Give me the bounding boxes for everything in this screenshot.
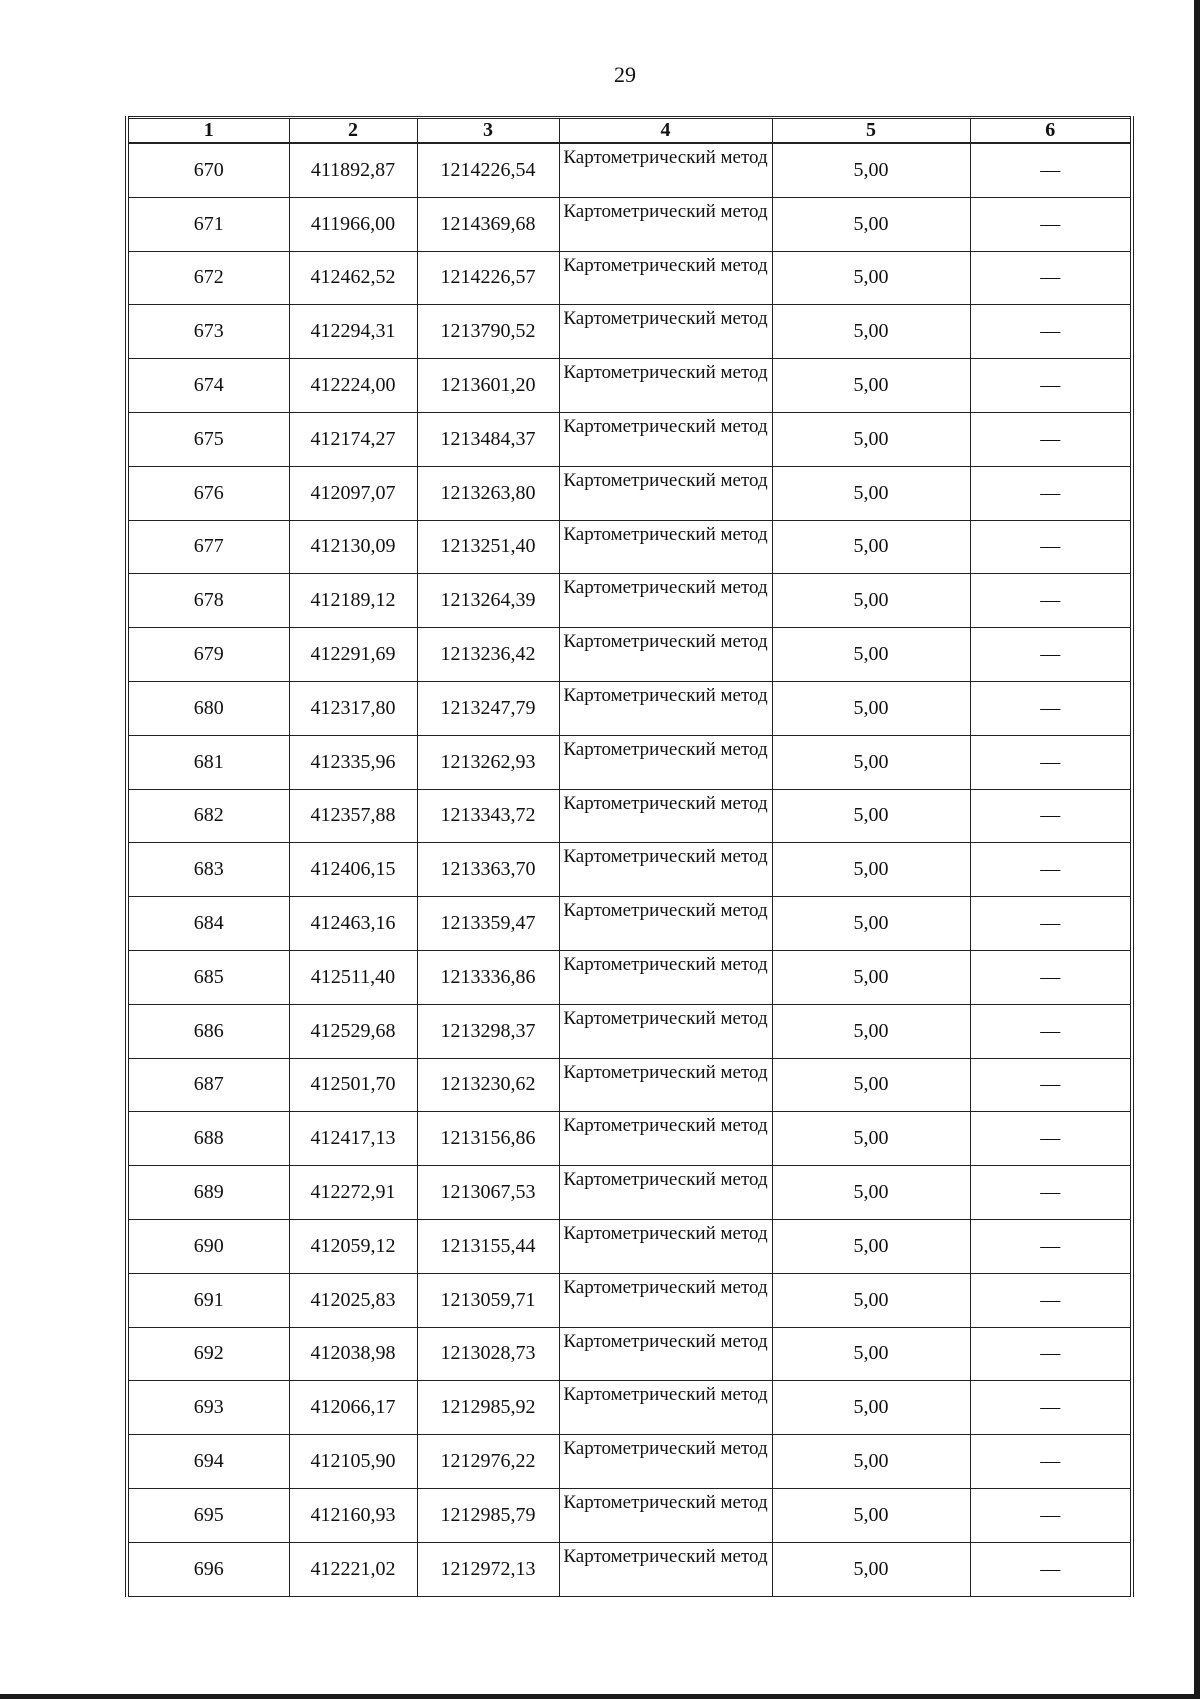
table-row — [127, 1004, 1132, 1058]
note-cell: — — [970, 1327, 1132, 1381]
method-cell: Картометрический метод — [559, 1327, 772, 1381]
note-cell: — — [970, 305, 1132, 359]
table-row — [127, 466, 1132, 520]
accuracy-cell: 5,00 — [772, 574, 970, 628]
accuracy-cell: 5,00 — [772, 1004, 970, 1058]
method-cell: Картометрический метод — [559, 1488, 772, 1542]
y-coordinate-cell: 1213236,42 — [417, 628, 559, 682]
method-cell: Картометрический метод — [559, 466, 772, 520]
note-cell: — — [970, 412, 1132, 466]
y-coordinate-cell: 1213262,93 — [417, 735, 559, 789]
table-row — [127, 251, 1132, 305]
accuracy-cell: 5,00 — [772, 950, 970, 1004]
accuracy-cell: 5,00 — [772, 1058, 970, 1112]
note-cell: — — [970, 1112, 1132, 1166]
accuracy-cell: 5,00 — [772, 1219, 970, 1273]
header-col-3: 3 — [417, 118, 559, 144]
x-coordinate-cell: 412406,15 — [289, 843, 417, 897]
note-cell: — — [970, 1542, 1132, 1596]
note-cell: — — [970, 574, 1132, 628]
method-cell: Картометрический метод — [559, 735, 772, 789]
y-coordinate-cell: 1214369,68 — [417, 197, 559, 251]
x-coordinate-cell: 412291,69 — [289, 628, 417, 682]
y-coordinate-cell: 1214226,57 — [417, 251, 559, 305]
table-row — [127, 735, 1132, 789]
y-coordinate-cell: 1213156,86 — [417, 1112, 559, 1166]
point-number-cell: 675 — [127, 412, 289, 466]
x-coordinate-cell: 412462,52 — [289, 251, 417, 305]
y-coordinate-cell: 1213059,71 — [417, 1273, 559, 1327]
note-cell: — — [970, 143, 1132, 197]
point-number-cell: 690 — [127, 1219, 289, 1273]
x-coordinate-cell: 412357,88 — [289, 789, 417, 843]
accuracy-cell: 5,00 — [772, 359, 970, 413]
accuracy-cell: 5,00 — [772, 1435, 970, 1489]
note-cell: — — [970, 681, 1132, 735]
method-cell: Картометрический метод — [559, 1112, 772, 1166]
accuracy-cell: 5,00 — [772, 1381, 970, 1435]
note-cell: — — [970, 1219, 1132, 1273]
table-row — [127, 1058, 1132, 1112]
accuracy-cell: 5,00 — [772, 843, 970, 897]
table-row — [127, 1112, 1132, 1166]
point-number-cell: 691 — [127, 1273, 289, 1327]
point-number-cell: 678 — [127, 574, 289, 628]
y-coordinate-cell: 1212985,79 — [417, 1488, 559, 1542]
note-cell: — — [970, 1435, 1132, 1489]
method-cell: Картометрический метод — [559, 305, 772, 359]
table-row — [127, 950, 1132, 1004]
method-cell: Картометрический метод — [559, 628, 772, 682]
accuracy-cell: 5,00 — [772, 197, 970, 251]
method-cell: Картометрический метод — [559, 1542, 772, 1596]
accuracy-cell: 5,00 — [772, 305, 970, 359]
x-coordinate-cell: 412130,09 — [289, 520, 417, 574]
y-coordinate-cell: 1214226,54 — [417, 143, 559, 197]
point-number-cell: 684 — [127, 897, 289, 951]
note-cell: — — [970, 628, 1132, 682]
table-row — [127, 1381, 1132, 1435]
note-cell: — — [970, 843, 1132, 897]
method-cell: Картометрический метод — [559, 1381, 772, 1435]
table-row — [127, 789, 1132, 843]
point-number-cell: 688 — [127, 1112, 289, 1166]
table-body — [127, 143, 1132, 1596]
x-coordinate-cell: 412059,12 — [289, 1219, 417, 1273]
point-number-cell: 694 — [127, 1435, 289, 1489]
note-cell: — — [970, 1166, 1132, 1220]
table-row — [127, 359, 1132, 413]
accuracy-cell: 5,00 — [772, 1327, 970, 1381]
note-cell: — — [970, 1488, 1132, 1542]
method-cell: Картометрический метод — [559, 1273, 772, 1327]
method-cell: Картометрический метод — [559, 843, 772, 897]
method-cell: Картометрический метод — [559, 1435, 772, 1489]
method-cell: Картометрический метод — [559, 520, 772, 574]
accuracy-cell: 5,00 — [772, 1488, 970, 1542]
y-coordinate-cell: 1213263,80 — [417, 466, 559, 520]
y-coordinate-cell: 1213067,53 — [417, 1166, 559, 1220]
method-cell: Картометрический метод — [559, 681, 772, 735]
point-number-cell: 674 — [127, 359, 289, 413]
y-coordinate-cell: 1213230,62 — [417, 1058, 559, 1112]
point-number-cell: 683 — [127, 843, 289, 897]
point-number-cell: 677 — [127, 520, 289, 574]
point-number-cell: 689 — [127, 1166, 289, 1220]
table-row — [127, 897, 1132, 951]
point-number-cell: 693 — [127, 1381, 289, 1435]
point-number-cell: 686 — [127, 1004, 289, 1058]
table-row — [127, 305, 1132, 359]
x-coordinate-cell: 412463,16 — [289, 897, 417, 951]
point-number-cell: 695 — [127, 1488, 289, 1542]
table-header — [127, 118, 1132, 144]
method-cell: Картометрический метод — [559, 950, 772, 1004]
accuracy-cell: 5,00 — [772, 1166, 970, 1220]
point-number-cell: 685 — [127, 950, 289, 1004]
accuracy-cell: 5,00 — [772, 897, 970, 951]
method-cell: Картометрический метод — [559, 897, 772, 951]
x-coordinate-cell: 412066,17 — [289, 1381, 417, 1435]
method-cell: Картометрический метод — [559, 251, 772, 305]
method-cell: Картометрический метод — [559, 359, 772, 413]
header-col-6: 6 — [970, 118, 1132, 144]
note-cell: — — [970, 1058, 1132, 1112]
accuracy-cell: 5,00 — [772, 789, 970, 843]
y-coordinate-cell: 1213028,73 — [417, 1327, 559, 1381]
x-coordinate-cell: 412174,27 — [289, 412, 417, 466]
y-coordinate-cell: 1213359,47 — [417, 897, 559, 951]
point-number-cell: 671 — [127, 197, 289, 251]
x-coordinate-cell: 411966,00 — [289, 197, 417, 251]
x-coordinate-cell: 412025,83 — [289, 1273, 417, 1327]
table-row — [127, 520, 1132, 574]
note-cell: — — [970, 197, 1132, 251]
method-cell: Картометрический метод — [559, 143, 772, 197]
point-number-cell: 681 — [127, 735, 289, 789]
y-coordinate-cell: 1212972,13 — [417, 1542, 559, 1596]
x-coordinate-cell: 412038,98 — [289, 1327, 417, 1381]
table-row — [127, 412, 1132, 466]
x-coordinate-cell: 412189,12 — [289, 574, 417, 628]
x-coordinate-cell: 412224,00 — [289, 359, 417, 413]
method-cell: Картометрический метод — [559, 1166, 772, 1220]
y-coordinate-cell: 1213790,52 — [417, 305, 559, 359]
note-cell: — — [970, 251, 1132, 305]
point-number-cell: 679 — [127, 628, 289, 682]
x-coordinate-cell: 412501,70 — [289, 1058, 417, 1112]
y-coordinate-cell: 1213155,44 — [417, 1219, 559, 1273]
point-number-cell: 687 — [127, 1058, 289, 1112]
table-row — [127, 628, 1132, 682]
point-number-cell: 696 — [127, 1542, 289, 1596]
y-coordinate-cell: 1213484,37 — [417, 412, 559, 466]
table-row — [127, 681, 1132, 735]
note-cell: — — [970, 466, 1132, 520]
x-coordinate-cell: 412272,91 — [289, 1166, 417, 1220]
header-row — [127, 118, 1132, 144]
y-coordinate-cell: 1213298,37 — [417, 1004, 559, 1058]
note-cell: — — [970, 897, 1132, 951]
x-coordinate-cell: 412511,40 — [289, 950, 417, 1004]
accuracy-cell: 5,00 — [772, 1273, 970, 1327]
point-number-cell: 682 — [127, 789, 289, 843]
accuracy-cell: 5,00 — [772, 520, 970, 574]
accuracy-cell: 5,00 — [772, 1542, 970, 1596]
page-edge-bottom — [0, 1694, 1200, 1699]
note-cell: — — [970, 950, 1132, 1004]
x-coordinate-cell: 412317,80 — [289, 681, 417, 735]
point-number-cell: 680 — [127, 681, 289, 735]
table-row — [127, 1542, 1132, 1596]
accuracy-cell: 5,00 — [772, 143, 970, 197]
y-coordinate-cell: 1212976,22 — [417, 1435, 559, 1489]
note-cell: — — [970, 789, 1132, 843]
page-number: 29 — [614, 62, 636, 87]
y-coordinate-cell: 1213247,79 — [417, 681, 559, 735]
table-row — [127, 843, 1132, 897]
y-coordinate-cell: 1213264,39 — [417, 574, 559, 628]
note-cell: — — [970, 520, 1132, 574]
x-coordinate-cell: 412097,07 — [289, 466, 417, 520]
y-coordinate-cell: 1212985,92 — [417, 1381, 559, 1435]
table-row — [127, 197, 1132, 251]
x-coordinate-cell: 412529,68 — [289, 1004, 417, 1058]
method-cell: Картометрический метод — [559, 574, 772, 628]
note-cell: — — [970, 359, 1132, 413]
header-col-1: 1 — [127, 118, 289, 144]
point-number-cell: 672 — [127, 251, 289, 305]
method-cell: Картометрический метод — [559, 1219, 772, 1273]
accuracy-cell: 5,00 — [772, 251, 970, 305]
note-cell: — — [970, 1004, 1132, 1058]
y-coordinate-cell: 1213343,72 — [417, 789, 559, 843]
accuracy-cell: 5,00 — [772, 735, 970, 789]
point-number-cell: 676 — [127, 466, 289, 520]
header-col-2: 2 — [289, 118, 417, 144]
x-coordinate-cell: 412105,90 — [289, 1435, 417, 1489]
table-row — [127, 1273, 1132, 1327]
y-coordinate-cell: 1213601,20 — [417, 359, 559, 413]
x-coordinate-cell: 412417,13 — [289, 1112, 417, 1166]
y-coordinate-cell: 1213336,86 — [417, 950, 559, 1004]
point-number-cell: 692 — [127, 1327, 289, 1381]
x-coordinate-cell: 412221,02 — [289, 1542, 417, 1596]
x-coordinate-cell: 412160,93 — [289, 1488, 417, 1542]
point-number-cell: 673 — [127, 305, 289, 359]
method-cell: Картометрический метод — [559, 412, 772, 466]
method-cell: Картометрический метод — [559, 789, 772, 843]
accuracy-cell: 5,00 — [772, 466, 970, 520]
y-coordinate-cell: 1213251,40 — [417, 520, 559, 574]
point-number-cell: 670 — [127, 143, 289, 197]
table-row — [127, 1435, 1132, 1489]
header-col-4: 4 — [559, 118, 772, 144]
method-cell: Картометрический метод — [559, 1004, 772, 1058]
method-cell: Картометрический метод — [559, 197, 772, 251]
header-col-5: 5 — [772, 118, 970, 144]
table-row — [127, 1219, 1132, 1273]
coordinates-table — [125, 116, 1134, 1597]
note-cell: — — [970, 1381, 1132, 1435]
x-coordinate-cell: 411892,87 — [289, 143, 417, 197]
y-coordinate-cell: 1213363,70 — [417, 843, 559, 897]
table-row — [127, 1166, 1132, 1220]
x-coordinate-cell: 412294,31 — [289, 305, 417, 359]
accuracy-cell: 5,00 — [772, 681, 970, 735]
note-cell: — — [970, 735, 1132, 789]
table-row — [127, 1488, 1132, 1542]
accuracy-cell: 5,00 — [772, 412, 970, 466]
accuracy-cell: 5,00 — [772, 1112, 970, 1166]
table-row — [127, 1327, 1132, 1381]
table-row — [127, 574, 1132, 628]
note-cell: — — [970, 1273, 1132, 1327]
x-coordinate-cell: 412335,96 — [289, 735, 417, 789]
table-row — [127, 143, 1132, 197]
method-cell: Картометрический метод — [559, 1058, 772, 1112]
accuracy-cell: 5,00 — [772, 628, 970, 682]
page-edge-right — [1194, 0, 1200, 1699]
